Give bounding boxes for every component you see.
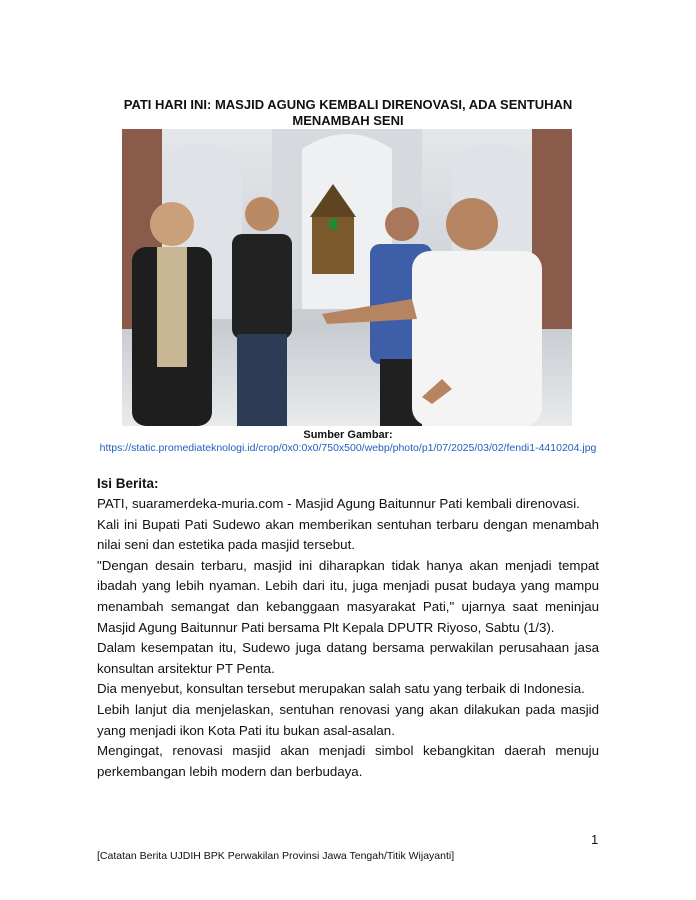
image-source-link[interactable]: https://static.promediateknologi.id/crop/0x0:0x0/750x500/webp/photo/p1/07/2025/03/02/fendi1-4410204.jpg (99, 442, 597, 454)
mosque-interior-photo (122, 129, 572, 426)
article-title: PATI HARI INI: MASJID AGUNG KEMBALI DIRENOVASI, ADA SENTUHAN MENAMBAH SENI (123, 97, 573, 128)
paragraph: PATI, suaramerdeka-muria.com - Masjid Agung Baitunnur Pati kembali direnovasi. (97, 496, 580, 511)
footer-note: [Catatan Berita UJDIH BPK Perwakilan Provinsi Jawa Tengah/Titik Wijayanti] (97, 850, 455, 862)
section-heading: Isi Berita: (97, 476, 159, 491)
paragraph: Dalam kesempatan itu, Sudewo juga datang bersama perwakilan perusahaan jasa konsultan arsitektur PT Penta. (97, 640, 599, 676)
image-source-label: Sumber Gambar: (303, 429, 393, 441)
news-photo (122, 129, 572, 426)
paragraph: "Dengan desain terbaru, masjid ini diharapkan tidak hanya akan menjadi tempat ibadah yang lebih nyaman. Lebih dari itu, juga menjadi pusat budaya yang mampu menambah semangat dan kebanggaan masyarakat Pati," ujarnya saat meninjau Masjid Agung Baitunnur Pati bersama Plt Kepala DPUTR Riyoso, Sabtu (1/3). (97, 557, 599, 635)
page-number: 1 (591, 832, 599, 847)
paragraph: Lebih lanjut dia menjelaskan, sentuhan renovasi yang akan dilakukan pada masjid yang menjadi ikon Kota Pati itu bukan asal-asalan. (97, 701, 599, 738)
article-body (97, 494, 599, 782)
paragraph: Dia menyebut, konsultan tersebut merupakan salah satu yang terbaik di Indonesia. (97, 681, 585, 697)
paragraph: Kali ini Bupati Pati Sudewo akan memberikan sentuhan terbaru dengan menambah nilai seni dan estetika pada masjid tersebut. (97, 516, 599, 553)
paragraph: Mengingat, renovasi masjid akan menjadi simbol kebangkitan daerah menuju perkembangan lebih modern dan berbudaya. (97, 743, 599, 779)
